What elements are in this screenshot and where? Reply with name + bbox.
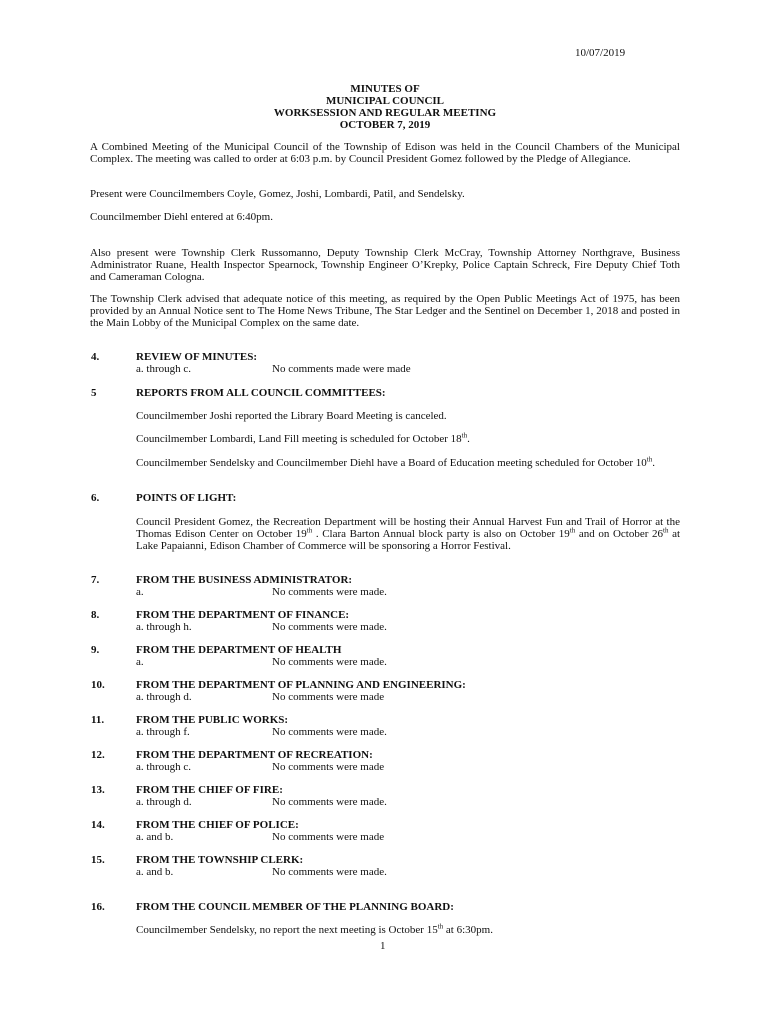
- item-6-number: 6.: [91, 492, 100, 504]
- intro-paragraph-4: Also present were Township Clerk Russomanno, Deputy Township Clerk McCray, Township Attorney Northgrave, Business Administrator Ruane, Health Inspector Spearnock, Township Engineer O’Krepky, Police Captain Schreck, Fire Deputy Chief Toth and Cameraman Cologna.: [90, 247, 680, 283]
- item-8-number: 8.: [91, 609, 100, 621]
- item-13-heading: FROM THE CHIEF OF FIRE:: [136, 784, 283, 796]
- item-10-range: a. through d.: [136, 691, 192, 703]
- item-13-range: a. through d.: [136, 796, 192, 808]
- item-4-heading: REVIEW OF MINUTES:: [136, 351, 258, 363]
- item-12-number: 12.: [91, 749, 105, 761]
- item-15-note: No comments were made.: [272, 866, 387, 878]
- item-15-range: a. and b.: [136, 866, 174, 878]
- item-14-note: No comments were made: [272, 831, 385, 843]
- title-line-4: OCTOBER 7, 2019: [339, 119, 431, 131]
- title-line-3: WORKSESSION AND REGULAR MEETING: [273, 107, 497, 119]
- item-11-range: a. through f.: [136, 726, 190, 738]
- item-16-text: Councilmember Sendelsky, no report the next meeting is October 15th at 6:30pm.: [136, 922, 493, 936]
- item-8-note: No comments were made.: [272, 621, 387, 633]
- item-5-heading: REPORTS FROM ALL COUNCIL COMMITTEES:: [136, 387, 386, 399]
- item-5-report-1: Councilmember Joshi reported the Library Board Meeting is canceled.: [136, 410, 447, 422]
- title-line-2: MUNICIPAL COUNCIL: [325, 95, 445, 107]
- item-6-heading: POINTS OF LIGHT:: [136, 492, 237, 504]
- intro-paragraph-2: Present were Councilmembers Coyle, Gomez, Joshi, Lombardi, Patil, and Sendelsky.: [90, 188, 465, 200]
- item-12-range: a. through c.: [136, 761, 191, 773]
- item-8-range: a. through h.: [136, 621, 192, 633]
- title-line-1: MINUTES OF: [350, 83, 420, 95]
- intro-paragraph-1: A Combined Meeting of the Municipal Council of the Township of Edison was held in the Council Chambers of the Municipal Complex. The meeting was called to order at 6:03 p.m. by Council President Gomez followed by the Pledge of Allegiance.: [90, 141, 680, 165]
- item-13-number: 13.: [91, 784, 105, 796]
- item-16-number: 16.: [91, 901, 105, 913]
- item-14-heading: FROM THE CHIEF OF POLICE:: [136, 819, 299, 831]
- item-8-heading: FROM THE DEPARTMENT OF FINANCE:: [136, 609, 350, 621]
- item-7-number: 7.: [91, 574, 100, 586]
- document-date: 10/07/2019: [575, 47, 626, 59]
- item-10-heading: FROM THE DEPARTMENT OF PLANNING AND ENGINEERING:: [136, 679, 466, 691]
- item-5-number: 5: [91, 387, 97, 399]
- item-4-range: a. through c.: [136, 363, 191, 375]
- item-9-heading: FROM THE DEPARTMENT OF HEALTH: [136, 644, 342, 656]
- page-number: 1: [380, 940, 386, 952]
- item-9-number: 9.: [91, 644, 100, 656]
- item-15-heading: FROM THE TOWNSHIP CLERK:: [136, 854, 304, 866]
- intro-paragraph-3: Councilmember Diehl entered at 6:40pm.: [90, 211, 273, 223]
- item-5-report-2: Councilmember Lombardi, Land Fill meeting is scheduled for October 18th.: [136, 431, 470, 445]
- item-14-range: a. and b.: [136, 831, 174, 843]
- item-13-note: No comments were made.: [272, 796, 387, 808]
- item-7-heading: FROM THE BUSINESS ADMINISTRATOR:: [136, 574, 353, 586]
- item-9-range: a.: [136, 656, 144, 668]
- item-11-note: No comments were made.: [272, 726, 387, 738]
- item-12-heading: FROM THE DEPARTMENT OF RECREATION:: [136, 749, 373, 761]
- item-6-text: Council President Gomez, the Recreation Department will be hosting their Annual Harvest Fun and Trail of Horror at the Thomas Edison Center on October 19th . Clara Barton Annual block party is also on October 19th and on October 26th at Lake Papaianni, Edison Chamber of Commerce will be sponsoring a Horror Festival.: [136, 516, 681, 552]
- item-12-note: No comments were made: [272, 761, 385, 773]
- intro-paragraph-5: The Township Clerk advised that adequate notice of this meeting, as required by the Open Public Meetings Act of 1975, has been provided by an Annual Notice sent to The Home News Tribune, The Star Ledger and the Sentinel on December 1, 2018 and posted in the Main Lobby of the Municipal Complex on the same date.: [90, 293, 680, 329]
- item-4-number: 4.: [91, 351, 100, 363]
- item-9-note: No comments were made.: [272, 656, 387, 668]
- item-16-heading: FROM THE COUNCIL MEMBER OF THE PLANNING BOARD:: [136, 901, 454, 913]
- item-7-note: No comments were made.: [272, 586, 387, 598]
- item-10-note: No comments were made: [272, 691, 385, 703]
- item-14-number: 14.: [91, 819, 105, 831]
- item-5-report-3: Councilmember Sendelsky and Councilmember Diehl have a Board of Education meeting scheduled for October 10th.: [136, 455, 655, 469]
- item-11-heading: FROM THE PUBLIC WORKS:: [136, 714, 289, 726]
- item-15-number: 15.: [91, 854, 105, 866]
- item-11-number: 11.: [91, 714, 105, 726]
- item-7-range: a.: [136, 586, 144, 598]
- item-10-number: 10.: [91, 679, 105, 691]
- item-4-note: No comments made were made: [272, 363, 411, 375]
